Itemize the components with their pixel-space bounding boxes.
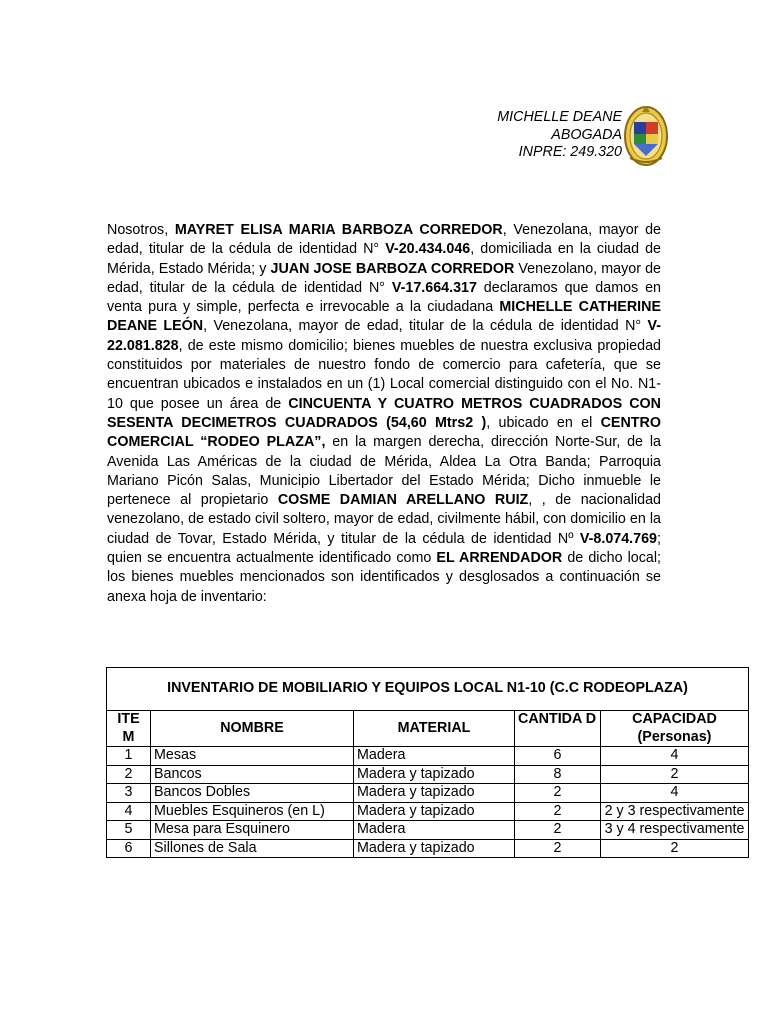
- lawyer-title: ABOGADA: [551, 126, 622, 143]
- header-cantidad: CANTIDA D: [515, 711, 601, 747]
- lawyer-inpre: INPRE: 249.320: [518, 144, 622, 160]
- cell-nombre: Muebles Esquineros (en L): [151, 802, 354, 821]
- owner-name: COSME DAMIAN ARELLANO RUIZ: [277, 492, 529, 509]
- cell-material: Madera y tapizado: [354, 784, 515, 803]
- cell-cantidad: 8: [515, 765, 601, 784]
- text-segment: , , de nacionalidad venezolano, de estado civil soltero, mayor de edad, civilmente hábil, con domicilio en la ciudad de Tovar, Estado Mérida, y titular de la cédula de identidad Nº: [107, 492, 661, 547]
- landlord-label: EL ARRENDADOR: [436, 550, 563, 567]
- text-segment: de dicho local; los bienes muebles mencionados son identificados y desglosados a continuación se anexa hoja de inventario:: [107, 550, 662, 605]
- cell-item: 4: [107, 802, 151, 821]
- text-segment: en la margen derecha, dirección Norte-Sur, de la Avenida Las Américas de la ciudad de Mérida, Aldea La Otra Banda; Parroquia Mariano Picón Salas, Municipio Libertador del Estado Mérida; Dicho inmueble le pertenece al propietario: [107, 434, 661, 509]
- cell-cantidad: 2: [515, 802, 601, 821]
- cell-material: Madera y tapizado: [354, 839, 515, 858]
- cell-item: 5: [107, 821, 151, 840]
- cell-material: Madera y tapizado: [354, 765, 515, 784]
- table-row: [107, 765, 749, 784]
- header-material: MATERIAL: [354, 711, 515, 747]
- cell-material: Madera: [354, 821, 515, 840]
- text-segment: declaramos que damos en venta pura y simple, perfecta e irrevocable a la ciudadana: [107, 279, 661, 316]
- cell-item: 6: [107, 839, 151, 858]
- header-capacidad: CAPACIDAD (Personas): [601, 711, 749, 747]
- text-segment: , domiciliada en la ciudad de Mérida, Estado Mérida; y: [107, 241, 661, 277]
- header-item: ITE M: [107, 711, 151, 747]
- inventory-table: [106, 667, 749, 858]
- cell-capacidad: 2: [601, 765, 749, 784]
- coat-of-arms-seal-icon: [622, 100, 670, 168]
- text-segment: ; quien se encuentra actualmente identificado como: [107, 530, 661, 567]
- table-row: [107, 802, 749, 821]
- seller-1-name: MAYRET ELISA MARIA BARBOZA CORREDOR: [174, 222, 503, 238]
- cell-cantidad: 2: [515, 784, 601, 803]
- buyer-name: MICHELLE CATHERINE DEANE LEÓN: [107, 299, 661, 335]
- cell-item: 2: [107, 765, 151, 784]
- cell-nombre: Mesas: [151, 747, 354, 766]
- seller-2-id: V-17.664.317: [391, 279, 477, 296]
- lawyer-name: MICHELLE DEANE: [497, 109, 622, 125]
- cell-cantidad: 6: [515, 747, 601, 766]
- cell-cantidad: 2: [515, 821, 601, 840]
- cell-capacidad: 4: [601, 784, 749, 803]
- table-row: [107, 821, 749, 840]
- buyer-id: V-22.081.828: [107, 318, 662, 354]
- cell-capacidad: 2 y 3 respectivamente: [601, 802, 749, 821]
- header-nombre: NOMBRE: [151, 711, 354, 747]
- cell-nombre: Mesa para Esquinero: [151, 821, 354, 840]
- mall-name: CENTRO COMERCIAL “RODEO PLAZA”,: [107, 414, 661, 451]
- cell-item: 1: [107, 747, 151, 766]
- area-description: CINCUENTA Y CUATRO METROS CUADRADOS CON SESENTA DECIMETROS CUADRADOS (54,60 Mtrs2 ): [107, 395, 661, 431]
- text-segment: , Venezolana, mayor de edad, titular de la cédula de identidad N°: [107, 222, 662, 258]
- text-segment: , ubicado en el: [486, 414, 601, 431]
- text-segment: , Venezolana, mayor de edad, titular de la cédula de identidad N°: [203, 318, 648, 335]
- cell-capacidad: 4: [601, 747, 749, 766]
- text-segment: Nosotros,: [107, 222, 175, 238]
- table-row: [107, 784, 749, 803]
- cell-nombre: Sillones de Sala: [151, 839, 354, 858]
- letterhead: [430, 109, 622, 162]
- cell-material: Madera: [354, 747, 515, 766]
- text-segment: , de este mismo domicilio; bienes muebles de nuestra exclusiva propiedad constituidos por materiales de nuestro fondo de comercio para cafetería, que se encuentran ubicados e instalados en un (1) Local comercial distinguido con el No. N1-10 que posee un área de: [107, 337, 661, 412]
- cell-nombre: Bancos Dobles: [151, 784, 354, 803]
- seller-2-name: JUAN JOSE BARBOZA CORREDOR: [270, 260, 515, 277]
- cell-nombre: Bancos: [151, 765, 354, 784]
- cell-material: Madera y tapizado: [354, 802, 515, 821]
- cell-capacidad: 3 y 4 respectivamente: [601, 821, 749, 840]
- seller-1-id: V-20.434.046: [385, 241, 471, 258]
- owner-id: V-8.074.769: [579, 530, 658, 547]
- inventory-title: INVENTARIO DE MOBILIARIO Y EQUIPOS LOCAL N1-10 (C.C RODEOPLAZA): [107, 668, 749, 711]
- cell-capacidad: 2: [601, 839, 749, 858]
- text-segment: Venezolano, mayor de edad, titular de la cédula de identidad N°: [107, 260, 661, 296]
- cell-item: 3: [107, 784, 151, 803]
- cell-cantidad: 2: [515, 839, 601, 858]
- table-row: [107, 839, 749, 858]
- table-row: [107, 747, 749, 766]
- contract-paragraph: [107, 221, 661, 607]
- table-header-row: [107, 711, 749, 747]
